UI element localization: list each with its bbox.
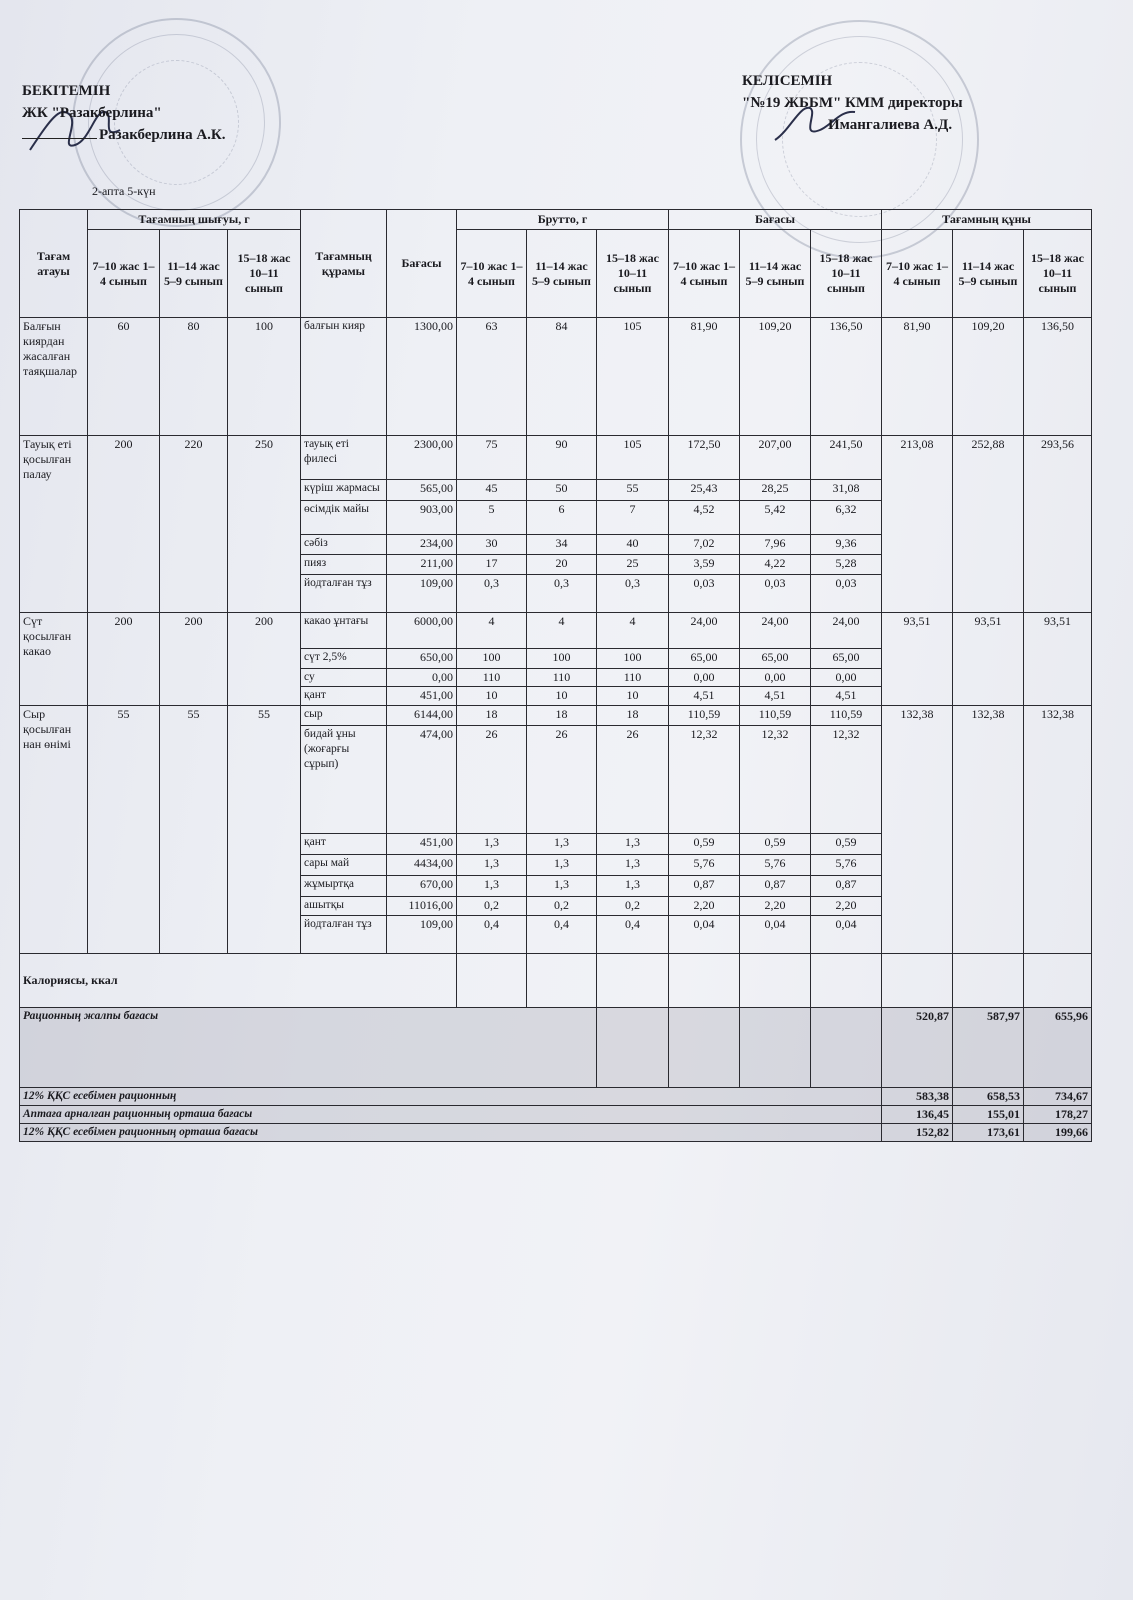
ingredient-cost: 5,76 [669, 855, 740, 876]
ingredient-name: какао ұнтағы [301, 613, 387, 649]
ingredient-name: сыр [301, 706, 387, 726]
total-empty-cell [669, 1008, 740, 1088]
age-group-header: 15–18 жас 10–11 сынып [597, 230, 669, 318]
vat-total-row [20, 1088, 1092, 1106]
calories-empty-cell [597, 954, 669, 1008]
ingredient-brutto: 20 [527, 555, 597, 575]
ingredient-name: сәбіз [301, 535, 387, 555]
dish-yield: 220 [160, 436, 228, 613]
dish-yield: 200 [228, 613, 301, 706]
ingredient-brutto: 25 [597, 555, 669, 575]
dish-name: Сыр қосылған нан өнімі [20, 706, 88, 954]
ingredient-brutto: 1,3 [527, 834, 597, 855]
total-value: 520,87 [882, 1008, 953, 1088]
ingredient-cost: 172,50 [669, 436, 740, 480]
ingredient-cost: 5,76 [811, 855, 882, 876]
dish-total-cost: 93,51 [953, 613, 1024, 706]
ingredient-cost: 0,04 [740, 916, 811, 954]
approval-org: ЖК "Разакберлина" [22, 105, 162, 121]
ingredient-brutto: 75 [457, 436, 527, 480]
age-group-header: 11–14 жас 5–9 сынып [740, 230, 811, 318]
total-empty-cell [740, 1008, 811, 1088]
dish-name: Тауық еті қосылған палау [20, 436, 88, 613]
approval-signer: Разакберлина А.К. [99, 127, 226, 143]
ingredient-cost: 110,59 [669, 706, 740, 726]
dish-total-cost: 293,56 [1024, 436, 1092, 613]
ingredient-cost: 2,20 [669, 897, 740, 916]
header-price: Бағасы [387, 210, 457, 318]
ingredient-brutto: 105 [597, 436, 669, 480]
calories-empty-cell [882, 954, 953, 1008]
ingredient-brutto: 4 [457, 613, 527, 649]
agreement-signer: Имангалиева А.Д. [828, 117, 953, 133]
ingredient-brutto: 55 [597, 480, 669, 501]
vat-total-row-value: 583,38 [882, 1088, 953, 1106]
ingredient-cost: 65,00 [669, 649, 740, 669]
ingredient-brutto: 0,4 [457, 916, 527, 954]
ingredient-brutto: 90 [527, 436, 597, 480]
ingredient-brutto: 18 [457, 706, 527, 726]
total-empty-cell [811, 1008, 882, 1088]
ingredient-name: пияз [301, 555, 387, 575]
ingredient-brutto: 1,3 [527, 876, 597, 897]
ingredient-brutto: 1,3 [527, 855, 597, 876]
ingredient-brutto: 0,4 [597, 916, 669, 954]
dish-yield: 100 [228, 318, 301, 436]
ingredient-brutto: 1,3 [597, 855, 669, 876]
ingredient-price: 474,00 [387, 726, 457, 834]
ingredient-name: қант [301, 834, 387, 855]
ingredient-cost: 5,76 [740, 855, 811, 876]
header-dish-name: Тағам атауы [20, 210, 88, 318]
calories-empty-cell [1024, 954, 1092, 1008]
ingredient-cost: 0,03 [811, 575, 882, 613]
ingredient-brutto: 63 [457, 318, 527, 436]
ingredient-cost: 2,20 [811, 897, 882, 916]
ingredient-brutto: 34 [527, 535, 597, 555]
dish-total-cost: 136,50 [1024, 318, 1092, 436]
ingredient-brutto: 100 [527, 649, 597, 669]
ingredient-name: жұмыртқа [301, 876, 387, 897]
ingredient-brutto: 10 [527, 687, 597, 706]
vat-total-row-value: 734,67 [1024, 1088, 1092, 1106]
vat-avg-row-value: 199,66 [1024, 1124, 1092, 1142]
ingredient-row [20, 436, 1092, 480]
ingredient-cost: 65,00 [740, 649, 811, 669]
header-dish-cost: Тағамның құны [882, 210, 1092, 230]
menu-table [19, 209, 1092, 1142]
ingredient-name: тауық еті филесі [301, 436, 387, 480]
ingredient-brutto: 4 [597, 613, 669, 649]
ingredient-cost: 5,28 [811, 555, 882, 575]
ingredient-brutto: 26 [457, 726, 527, 834]
ingredient-price: 650,00 [387, 649, 457, 669]
ingredient-brutto: 1,3 [457, 855, 527, 876]
ingredient-name: күріш жармасы [301, 480, 387, 501]
vat-avg-row-label: 12% ҚҚС есебімен рационның орташа бағасы [20, 1124, 882, 1142]
dish-total-cost: 81,90 [882, 318, 953, 436]
ingredient-cost: 0,03 [669, 575, 740, 613]
ingredient-price: 109,00 [387, 575, 457, 613]
ingredient-name: бидай ұны (жоғарғы сұрып) [301, 726, 387, 834]
vat-avg-row-value: 173,61 [953, 1124, 1024, 1142]
ingredient-name: йодталған тұз [301, 916, 387, 954]
dish-yield: 200 [88, 436, 160, 613]
ingredient-price: 903,00 [387, 501, 457, 535]
ingredient-brutto: 110 [527, 669, 597, 687]
age-group-header: 7–10 жас 1–4 сынып [669, 230, 740, 318]
approval-signer-line [22, 124, 226, 146]
ingredient-name: қант [301, 687, 387, 706]
calories-empty-cell [527, 954, 597, 1008]
calories-label: Калориясы, ккал [20, 954, 457, 1008]
dish-yield: 200 [160, 613, 228, 706]
age-group-header: 15–18 жас 10–11 сынып [228, 230, 301, 318]
dish-total-cost: 132,38 [953, 706, 1024, 954]
dish-total-cost: 132,38 [882, 706, 953, 954]
ingredient-name: ашытқы [301, 897, 387, 916]
agreement-org: "№19 ЖББМ" КММ директоры [742, 95, 963, 111]
dish-yield: 60 [88, 318, 160, 436]
ingredient-brutto: 0,4 [527, 916, 597, 954]
ingredient-price: 451,00 [387, 834, 457, 855]
ingredient-cost: 3,59 [669, 555, 740, 575]
ingredient-cost: 4,22 [740, 555, 811, 575]
ingredient-brutto: 26 [527, 726, 597, 834]
age-group-header-row [20, 230, 1092, 318]
ingredient-cost: 28,25 [740, 480, 811, 501]
ingredient-brutto: 7 [597, 501, 669, 535]
ingredient-cost: 65,00 [811, 649, 882, 669]
calories-empty-cell [457, 954, 527, 1008]
ingredient-cost: 4,51 [740, 687, 811, 706]
total-row [20, 1008, 1092, 1088]
ingredient-cost: 0,03 [740, 575, 811, 613]
ingredient-cost: 0,59 [740, 834, 811, 855]
ingredient-cost: 241,50 [811, 436, 882, 480]
dish-yield: 200 [88, 613, 160, 706]
calories-empty-cell [811, 954, 882, 1008]
ingredient-cost: 4,52 [669, 501, 740, 535]
ingredient-brutto: 0,3 [597, 575, 669, 613]
weekly-avg-row-label: Аптаға арналған рационның орташа бағасы [20, 1106, 882, 1124]
ingredient-brutto: 40 [597, 535, 669, 555]
dish-total-cost: 93,51 [882, 613, 953, 706]
dish-yield: 250 [228, 436, 301, 613]
vat-total-row-value: 658,53 [953, 1088, 1024, 1106]
ingredient-cost: 0,59 [669, 834, 740, 855]
ingredient-brutto: 1,3 [597, 876, 669, 897]
week-day-label: 2-апта 5-күн [92, 184, 156, 198]
ingredient-brutto: 0,3 [527, 575, 597, 613]
ingredient-brutto: 100 [457, 649, 527, 669]
ingredient-name: сүт 2,5% [301, 649, 387, 669]
ingredient-cost: 24,00 [811, 613, 882, 649]
signature-line [22, 138, 97, 139]
ingredient-price: 565,00 [387, 480, 457, 501]
ingredient-brutto: 18 [527, 706, 597, 726]
ingredient-cost: 9,36 [811, 535, 882, 555]
ingredient-cost: 207,00 [740, 436, 811, 480]
header-composition: Тағамның құрамы [301, 210, 387, 318]
weekly-avg-row [20, 1106, 1092, 1124]
age-group-header: 15–18 жас 10–11 сынып [1024, 230, 1092, 318]
dish-total-cost: 252,88 [953, 436, 1024, 613]
ingredient-brutto: 110 [457, 669, 527, 687]
weekly-avg-row-value: 136,45 [882, 1106, 953, 1124]
ingredient-name: йодталған тұз [301, 575, 387, 613]
header-brutto: Брутто, г [457, 210, 669, 230]
approval-title: БЕКІТЕМІН [22, 83, 111, 99]
ingredient-brutto: 100 [597, 649, 669, 669]
ingredient-cost: 0,87 [669, 876, 740, 897]
ingredient-cost: 0,00 [669, 669, 740, 687]
ingredient-name: су [301, 669, 387, 687]
ingredient-brutto: 5 [457, 501, 527, 535]
total-empty-cell [597, 1008, 669, 1088]
vat-avg-row-value: 152,82 [882, 1124, 953, 1142]
header-cost: Бағасы [669, 210, 882, 230]
ingredient-brutto: 0,2 [457, 897, 527, 916]
ingredient-price: 2300,00 [387, 436, 457, 480]
ingredient-cost: 2,20 [740, 897, 811, 916]
dish-name: Сүт қосылған какао [20, 613, 88, 706]
ingredient-cost: 110,59 [811, 706, 882, 726]
ingredient-cost: 0,04 [669, 916, 740, 954]
ingredient-cost: 12,32 [740, 726, 811, 834]
ingredient-brutto: 4 [527, 613, 597, 649]
total-label: Рационның жалпы бағасы [20, 1008, 597, 1088]
dish-yield: 55 [228, 706, 301, 954]
ingredient-cost: 6,32 [811, 501, 882, 535]
ingredient-brutto: 110 [597, 669, 669, 687]
calories-row [20, 954, 1092, 1008]
ingredient-name: өсімдік майы [301, 501, 387, 535]
ingredient-price: 6000,00 [387, 613, 457, 649]
ingredient-brutto: 84 [527, 318, 597, 436]
ingredient-cost: 25,43 [669, 480, 740, 501]
vat-avg-row [20, 1124, 1092, 1142]
ingredient-brutto: 10 [457, 687, 527, 706]
ingredient-brutto: 1,3 [597, 834, 669, 855]
agreement-block [742, 70, 963, 136]
ingredient-brutto: 0,2 [527, 897, 597, 916]
age-group-header: 7–10 жас 1–4 сынып [457, 230, 527, 318]
ingredient-price: 4434,00 [387, 855, 457, 876]
age-group-header: 15–18 жас 10–11 сынып [811, 230, 882, 318]
vat-total-row-label: 12% ҚҚС есебімен рационның [20, 1088, 882, 1106]
ingredient-brutto: 0,3 [457, 575, 527, 613]
ingredient-cost: 0,00 [740, 669, 811, 687]
calories-empty-cell [953, 954, 1024, 1008]
dish-yield: 55 [160, 706, 228, 954]
ingredient-brutto: 6 [527, 501, 597, 535]
ingredient-cost: 7,96 [740, 535, 811, 555]
total-value: 587,97 [953, 1008, 1024, 1088]
ingredient-cost: 0,00 [811, 669, 882, 687]
approval-block [22, 80, 226, 146]
ingredient-price: 451,00 [387, 687, 457, 706]
ingredient-cost: 81,90 [669, 318, 740, 436]
dish-yield: 80 [160, 318, 228, 436]
age-group-header: 11–14 жас 5–9 сынып [953, 230, 1024, 318]
agreement-title: КЕЛІСЕМІН [742, 73, 833, 89]
ingredient-price: 1300,00 [387, 318, 457, 436]
weekly-avg-row-value: 155,01 [953, 1106, 1024, 1124]
age-group-header: 7–10 жас 1–4 сынып [882, 230, 953, 318]
ingredient-brutto: 17 [457, 555, 527, 575]
weekly-avg-row-value: 178,27 [1024, 1106, 1092, 1124]
ingredient-cost: 136,50 [811, 318, 882, 436]
calories-empty-cell [669, 954, 740, 1008]
header-yield: Тағамның шығуы, г [88, 210, 301, 230]
ingredient-cost: 5,42 [740, 501, 811, 535]
ingredient-brutto: 18 [597, 706, 669, 726]
ingredient-brutto: 45 [457, 480, 527, 501]
ingredient-row [20, 318, 1092, 436]
ingredient-price: 670,00 [387, 876, 457, 897]
dish-total-cost: 213,08 [882, 436, 953, 613]
ingredient-cost: 4,51 [811, 687, 882, 706]
ingredient-brutto: 1,3 [457, 834, 527, 855]
ingredient-row [20, 706, 1092, 726]
ingredient-cost: 4,51 [669, 687, 740, 706]
ingredient-row [20, 613, 1092, 649]
ingredient-brutto: 30 [457, 535, 527, 555]
ingredient-cost: 0,59 [811, 834, 882, 855]
ingredient-cost: 12,32 [669, 726, 740, 834]
dish-total-cost: 109,20 [953, 318, 1024, 436]
ingredient-brutto: 10 [597, 687, 669, 706]
ingredient-price: 211,00 [387, 555, 457, 575]
age-group-header: 11–14 жас 5–9 сынып [527, 230, 597, 318]
ingredient-price: 6144,00 [387, 706, 457, 726]
total-value: 655,96 [1024, 1008, 1092, 1088]
age-group-header: 11–14 жас 5–9 сынып [160, 230, 228, 318]
menu-table-body [20, 318, 1092, 1142]
ingredient-cost: 0,04 [811, 916, 882, 954]
ingredient-cost: 24,00 [740, 613, 811, 649]
age-group-header: 7–10 жас 1–4 сынып [88, 230, 160, 318]
ingredient-cost: 0,87 [811, 876, 882, 897]
ingredient-brutto: 50 [527, 480, 597, 501]
ingredient-cost: 12,32 [811, 726, 882, 834]
ingredient-cost: 0,87 [740, 876, 811, 897]
ingredient-cost: 109,20 [740, 318, 811, 436]
ingredient-price: 234,00 [387, 535, 457, 555]
dish-total-cost: 93,51 [1024, 613, 1092, 706]
ingredient-price: 0,00 [387, 669, 457, 687]
dish-total-cost: 132,38 [1024, 706, 1092, 954]
ingredient-brutto: 105 [597, 318, 669, 436]
dish-name: Балғын киярдан жасалған таяқшалар [20, 318, 88, 436]
ingredient-brutto: 26 [597, 726, 669, 834]
ingredient-brutto: 1,3 [457, 876, 527, 897]
ingredient-price: 109,00 [387, 916, 457, 954]
ingredient-cost: 7,02 [669, 535, 740, 555]
ingredient-cost: 24,00 [669, 613, 740, 649]
dish-yield: 55 [88, 706, 160, 954]
ingredient-brutto: 0,2 [597, 897, 669, 916]
ingredient-name: сары май [301, 855, 387, 876]
ingredient-name: балғын кияр [301, 318, 387, 436]
ingredient-price: 11016,00 [387, 897, 457, 916]
ingredient-cost: 31,08 [811, 480, 882, 501]
calories-empty-cell [740, 954, 811, 1008]
ingredient-cost: 110,59 [740, 706, 811, 726]
